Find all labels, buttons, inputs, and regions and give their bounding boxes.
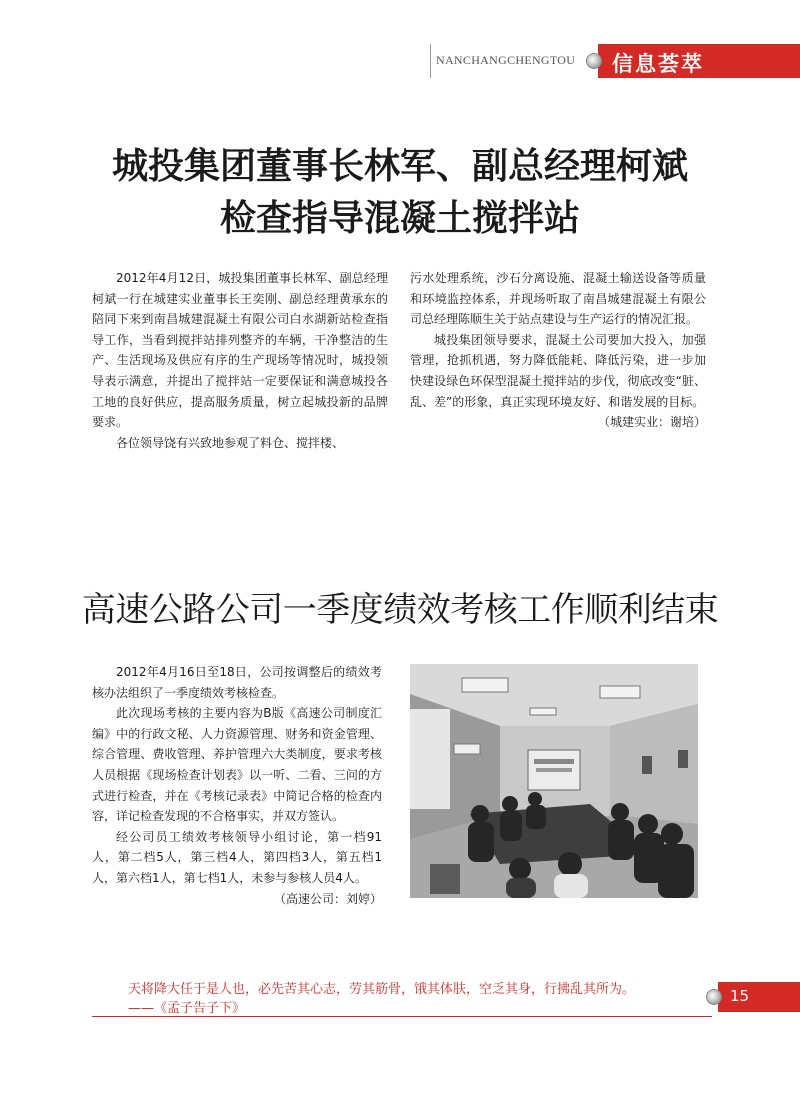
quote-source: ——《孟子告子下》 [128, 1001, 246, 1016]
article1-paragraph: 污水处理系统，沙石分离设施、混凝土输送设备等质量和环境监控体系，并现场听取了南昌城建混凝土有限公司总经理陈顺生关于站点建设与生产运行的情况汇报。 [410, 271, 706, 327]
article1-paragraph: 各位领导饶有兴致地参观了料仓、搅拌楼、 [116, 435, 345, 450]
article1-title-line1: 城投集团董事长林军、副总经理柯斌 [111, 145, 688, 187]
section-title: 信息荟萃 [612, 52, 704, 76]
article1-paragraph: 2012年4月12日，城投集团董事长林军、副总经理柯斌一行在城建实业董事长王奕刚、副总经理黄承东的陪同下来到南昌城建混凝土有限公司白水湖新站检查指导工作，当看到搅拌站排列整齐的车辆，干净整洁的生产、生活现场及供应有序的生产现场等情况时，城投领导表示满意，并提出了搅拌站一定要保证和满意城投各工地的良好供应，提高服务质量，树立起城投新的品牌要求。 [92, 271, 388, 430]
article2-paragraph: 2012年4月16日至18日，公司按调整后的绩效考核办法组织了一季度绩效考核检查。 [92, 665, 382, 700]
article2-paragraph: 经公司员工绩效考核领导小组讨论，第一档91人，第二档5人，第三档4人，第四档3人，第五档1人，第六档1人，第七档1人，未参与参核人员4人。 [92, 829, 382, 885]
magazine-name: NANCHANGCHENGTOU [436, 53, 576, 67]
article1-column-right [410, 268, 706, 433]
footer-quote [128, 980, 708, 1018]
article1-column-left [92, 268, 388, 453]
meeting-photo [410, 664, 698, 898]
quote-text: 天将降大任于是人也，必先苦其心志，劳其筋骨，饿其体肤，空乏其身，行拂乱其所为。 [128, 982, 636, 997]
article1-paragraph: 城投集团领导要求，混凝土公司要加大投入，加强管理，抢抓机遇，努力降低能耗、降低污染，进一步加快建设绿色环保型混凝土搅拌站的步伐，彻底改变“脏、乱、差”的形象，真正实现环境友好、和谐发展的目标。 [410, 332, 706, 409]
bullet-icon [586, 53, 602, 69]
page-number: 15 [730, 987, 750, 1005]
footer-rule [92, 1016, 712, 1017]
article1-title [0, 140, 800, 244]
article1-credit: （城建实业：谢培） [597, 415, 706, 430]
page-header [430, 44, 800, 78]
meeting-room-image [410, 664, 698, 898]
article2-credit: （高速公司：刘婷） [273, 891, 382, 906]
article2-title: 高速公路公司一季度绩效考核工作顺利结束 [81, 590, 719, 630]
header-divider [430, 44, 431, 78]
article1-title-line2: 检查指导混凝土搅拌站 [219, 197, 580, 239]
article2-paragraph: 此次现场考核的主要内容为B版《高速公司制度汇编》中的行政文秘、人力资源管理、财务和资金管理、综合管理、费收管理、养护管理六大类制度，要求考核人员根据《现场检查计划表》以一听、二看、三问的方式进行检查，并在《考核记录表》中简记合格的检查内容，详记检查发现的不合格事实，并双方签认。 [92, 706, 382, 824]
article2-body [92, 662, 382, 909]
bullet-icon [706, 989, 722, 1005]
